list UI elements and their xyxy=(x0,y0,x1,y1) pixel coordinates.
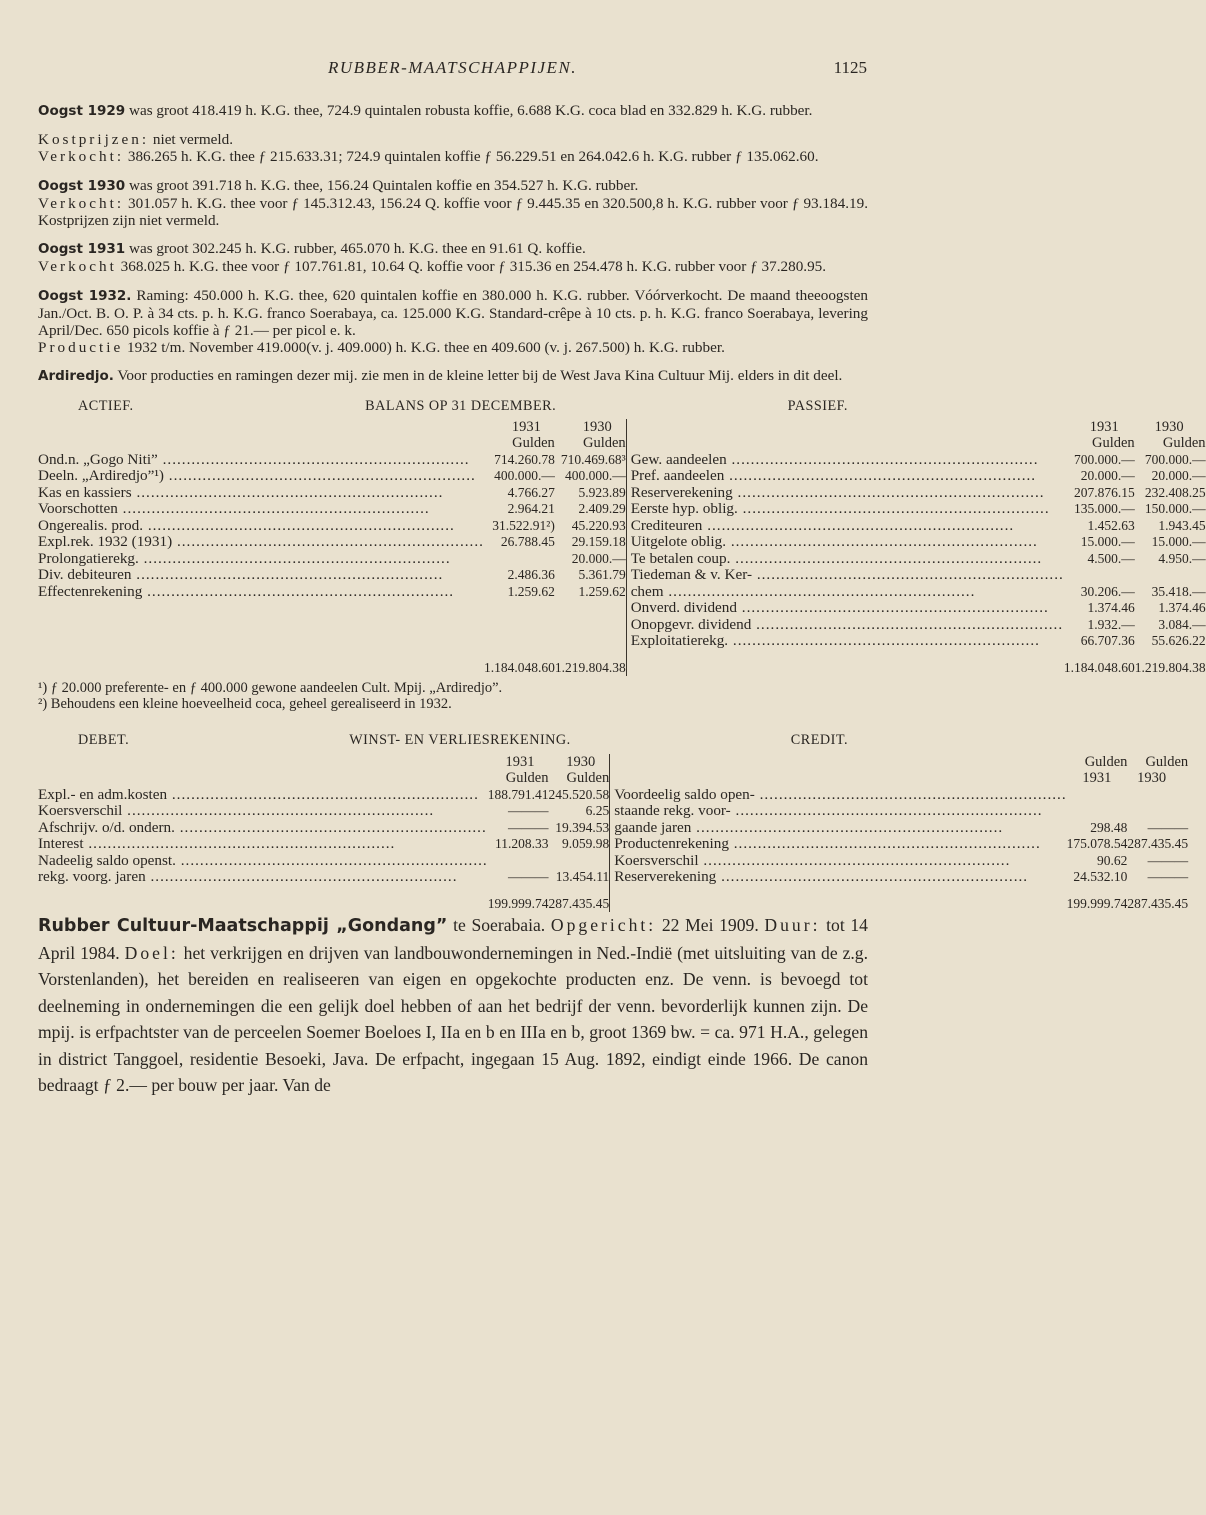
row-label-left: Expl.- en adm.kosten ..... xyxy=(38,787,488,804)
row-label-right: Pref. aandeelen ..... xyxy=(626,468,1064,485)
running-header xyxy=(38,58,867,88)
year-heading: 1931 xyxy=(511,418,541,435)
page-number: 1125 xyxy=(833,58,867,77)
para-ardiredjo xyxy=(38,367,868,385)
para-text: 1932 t/m. November 419.000(v. j. 409.000) h. K.G. thee en 409.600 (v. j. 267.500) h. K.G. rubber. xyxy=(123,339,725,357)
balance-total-row xyxy=(38,650,1206,677)
row-value xyxy=(484,617,555,634)
balance-caption-left: ACTIEF. xyxy=(78,397,134,414)
row-value xyxy=(1064,567,1135,584)
row-label-right: Tiedeman & v. Ker- ..... xyxy=(626,567,1064,584)
para-oogst-1931 xyxy=(38,240,868,258)
para-kostprijzen xyxy=(38,131,868,148)
table-row xyxy=(38,617,1206,634)
para-lead: Oogst 1930 xyxy=(38,177,126,194)
unit-heading: Gulden xyxy=(1084,753,1128,770)
row-value: 29.159.18 xyxy=(571,534,626,550)
row-label-left: Koersverschil ..... xyxy=(38,803,488,820)
row-value: 714.260.78 xyxy=(494,451,555,467)
para-lead: Verkocht: xyxy=(38,148,125,166)
total-value: 287.435.45 xyxy=(548,895,610,911)
row-value: 700.000.— xyxy=(1144,451,1206,467)
row-label-left: Ond.n. „Gogo Niti” ..... xyxy=(38,452,484,469)
para-lead: Verkocht xyxy=(38,258,117,276)
total-value: 199.999.74 xyxy=(1066,895,1128,911)
row-value: 13.454.11 xyxy=(555,869,610,885)
table-row xyxy=(38,551,1206,568)
year-heading: 1931 xyxy=(505,753,535,770)
para-lead: Oogst 1932. xyxy=(38,287,132,304)
row-value: 150.000.— xyxy=(1144,501,1206,517)
table-row xyxy=(38,534,1206,551)
company-place: te Soerabaia. xyxy=(447,915,546,936)
row-value: 35.418.— xyxy=(1151,583,1206,599)
para-verkocht-1931 xyxy=(38,258,868,275)
goal-text: het verkrijgen en drijven van landbouwondernemingen in Ned.-Indië (met uitsluiting van de z.g. Vorstenlanden), het bereiden en realiseeren van eigen en opgekochte producten enz. De venn. is bevoegd tot deelneming in ondernemingen die een gelijk doel hebben of aan het bedrijf der venn. bevorderlijk kunnen zijn. De mpij. is erfpachtster van de perceelen Soemer Boeloes I, IIa en b en IIIa en b, groot 1369 bw. = ca. 971 H.A., gelegen in district Tanggoel, residentie Besoeki, Java. De erfpacht, ingegaan 15 Aug. 1892, eindigt einde 1966. De canon bedraagt ƒ 2.— per bouw per jaar. Van de xyxy=(38,942,868,1096)
row-value: 2.486.36 xyxy=(507,567,555,583)
row-value xyxy=(1127,803,1188,820)
row-value: 188.791.41 xyxy=(487,786,549,802)
row-label-right: Crediteuren ..... xyxy=(626,518,1064,535)
row-label-right: Exploitatierekg. ..... xyxy=(626,633,1064,650)
row-value xyxy=(484,633,555,650)
para-productie xyxy=(38,339,868,356)
row-value: 1.452.63 xyxy=(1087,517,1135,533)
unit-heading: Gulden xyxy=(505,770,549,787)
balance-unit-row xyxy=(38,435,1206,452)
row-label-left xyxy=(38,633,484,650)
para-text: was groot 391.718 h. K.G. thee, 156.24 Quintalen koffie en 354.527 h. K.G. rubber. xyxy=(125,176,639,194)
para-lead: Oogst 1929 xyxy=(38,103,126,119)
para-text: Raming: 450.000 h. K.G. thee, 620 quintalen koffie en 380.000 h. K.G. rubber. Vóórverkocht. De maand theeoogsten Jan./Oct. B. O. P. à 34 cts. p. h. K.G. franco Soerabaya, ca. 125.000 K.G. Standard-crêpe à 10 cts. p. h. K.G. franco Soerabaya, levering April/Dec. 650 picols koffie à ƒ 21.— per picol e. k. xyxy=(38,286,868,340)
total-value: 1.219.804.38 xyxy=(1134,659,1206,675)
row-label-left: Prolongatierekg. ..... xyxy=(38,551,484,568)
row-label-right: Productenrekening ..... xyxy=(610,836,1067,853)
para-oogst-1930 xyxy=(38,177,868,195)
pl-head-row-2 xyxy=(38,770,1188,787)
row-value: 1.374.46 xyxy=(1087,600,1135,616)
row-value: 700.000.— xyxy=(1073,451,1135,467)
duration-value: tot 14 April 1984. xyxy=(38,915,868,963)
row-value: 400.000.— xyxy=(494,468,555,484)
row-label-left: Ongerealis. prod. ..... xyxy=(38,518,484,535)
year-heading: 1930 xyxy=(566,753,596,770)
goal-label: Doel: xyxy=(124,942,179,963)
pl-total-row xyxy=(38,886,1188,913)
row-value xyxy=(1067,803,1128,820)
row-value: 207.876.15 xyxy=(1073,484,1135,500)
table-row xyxy=(38,501,1206,518)
row-value: 2.964.21 xyxy=(507,501,555,517)
row-label-left: Afschrijv. o/d. ondern. ..... xyxy=(38,820,488,837)
para-text: was groot 418.419 h. K.G. thee, 724.9 quintalen robusta koffie, 6.688 K.G. coca blad en 332.829 h. K.G. rubber. xyxy=(125,102,813,119)
table-row xyxy=(38,836,1188,853)
pl-caption xyxy=(38,732,868,749)
para-verkocht-1930 xyxy=(38,195,868,229)
pl-caption-left: DEBET. xyxy=(78,732,130,749)
row-label-left xyxy=(38,617,484,634)
table-row xyxy=(38,869,1188,886)
row-value: 298.48 xyxy=(1090,819,1128,835)
para-text: 301.057 h. K.G. thee voor ƒ 145.312.43, 156.24 Q. koffie voor ƒ 9.445.35 en 320.500,8 h. K.G. rubber voor ƒ 93.184.19. Kostprijzen zijn niet vermeld. xyxy=(38,194,868,230)
para-text: was groot 302.245 h. K.G. rubber, 465.070 h. K.G. thee en 91.61 Q. koffie. xyxy=(125,240,586,258)
row-label-right: Gew. aandeelen ..... xyxy=(626,452,1064,469)
table-row xyxy=(38,452,1206,469)
row-label-right: Te betalen coup. ..... xyxy=(626,551,1064,568)
total-value: 199.999.74 xyxy=(487,895,549,911)
row-value: 245.520.58 xyxy=(548,786,610,802)
year-heading: 1931 xyxy=(1082,770,1112,787)
row-value: ——— xyxy=(1147,852,1189,868)
para-text: niet vermeld. xyxy=(149,131,234,149)
row-value xyxy=(1127,787,1188,804)
row-value: 20.000.— xyxy=(571,550,626,566)
balance-year-row xyxy=(38,419,1206,436)
table-row xyxy=(38,853,1188,870)
row-label-left xyxy=(38,600,484,617)
row-value xyxy=(555,600,626,617)
row-value: ——— xyxy=(507,819,549,835)
row-value: 175.078.54 xyxy=(1066,836,1128,852)
para-oogst-1932 xyxy=(38,287,868,340)
row-value: 9.059.98 xyxy=(561,836,610,852)
row-value: 1.943.45 xyxy=(1158,517,1206,533)
row-value: 4.950.— xyxy=(1158,550,1206,566)
row-label-right: Eerste hyp. oblig. ..... xyxy=(626,501,1064,518)
para-lead: Productie xyxy=(38,339,124,357)
row-label-right: staande rekg. voor- ..... xyxy=(610,803,1067,820)
total-value: 1.184.048.60 xyxy=(1063,659,1135,675)
row-value: 135.000.— xyxy=(1073,501,1135,517)
unit-heading: Gulden xyxy=(1092,435,1135,452)
pl-caption-center: WINST- EN VERLIESREKENING. xyxy=(349,732,571,749)
pl-table xyxy=(38,754,1188,913)
row-value xyxy=(555,633,626,650)
header-title: RUBBER-MAATSCHAPPIJEN. xyxy=(327,58,578,77)
row-label-left: Nadeelig saldo openst. ..... xyxy=(38,853,488,870)
pl-caption-right: CREDIT. xyxy=(790,732,848,749)
row-value: 15.000.— xyxy=(1151,534,1206,550)
footnotes xyxy=(38,680,868,712)
row-value: 20.000.— xyxy=(1080,468,1135,484)
row-value: 66.707.36 xyxy=(1080,633,1135,649)
para-lead: Kostprijzen: xyxy=(38,131,150,149)
row-value: 3.084.— xyxy=(1158,616,1206,632)
row-value: 90.62 xyxy=(1097,852,1128,868)
table-row xyxy=(38,468,1206,485)
row-value xyxy=(1135,567,1206,584)
unit-heading: Gulden xyxy=(583,435,626,452)
total-value: 1.219.804.38 xyxy=(554,659,626,675)
row-value: 19.394.53 xyxy=(555,819,610,835)
balance-table xyxy=(38,419,1206,677)
unit-heading: Gulden xyxy=(566,770,610,787)
row-label-right: chem ..... xyxy=(626,584,1064,601)
row-value: 5.361.79 xyxy=(578,567,626,583)
row-value: 1.259.62 xyxy=(507,583,555,599)
table-row xyxy=(38,820,1188,837)
row-label-left: Div. debiteuren ..... xyxy=(38,567,484,584)
row-value xyxy=(1067,787,1128,804)
row-value xyxy=(548,853,609,870)
row-value: 26.788.45 xyxy=(500,534,555,550)
year-heading: 1930 xyxy=(582,418,612,435)
row-value: 1.259.62 xyxy=(578,583,626,599)
row-value: ——— xyxy=(507,869,549,885)
table-row xyxy=(38,787,1188,804)
para-text: 386.265 h. K.G. thee ƒ 215.633.31; 724.9 quintalen koffie ƒ 56.229.51 en 264.042.6 h. K.G. rubber ƒ 135.062.60. xyxy=(124,148,819,166)
row-value: ——— xyxy=(507,803,549,819)
founded-value: 22 Mei 1909. xyxy=(656,915,765,936)
row-label-left: Voorschotten ..... xyxy=(38,501,484,518)
row-value: 2.409.29 xyxy=(578,501,626,517)
row-label-right: Reserverekening ..... xyxy=(626,485,1064,502)
row-label-right: Onopgevr. dividend ..... xyxy=(626,617,1064,634)
row-label-right: Voordeelig saldo open- ..... xyxy=(610,787,1067,804)
balance-caption-right: PASSIEF. xyxy=(787,397,848,414)
row-value: 4.500.— xyxy=(1087,550,1135,566)
unit-heading: Gulden xyxy=(1145,753,1189,770)
para-lead: Oogst 1931 xyxy=(38,241,126,258)
para-lead: Verkocht: xyxy=(38,194,125,212)
row-value: 287.435.45 xyxy=(1127,836,1189,852)
row-label-left: Deeln. „Ardiredjo”¹) ..... xyxy=(38,468,484,485)
duration-label: Duur: xyxy=(764,915,821,936)
row-value: 24.532.10 xyxy=(1073,869,1128,885)
row-label-right: gaande jaren ..... xyxy=(610,820,1067,837)
row-value: 400.000.— xyxy=(564,468,626,484)
total-value: 1.184.048.60 xyxy=(483,659,555,675)
row-value xyxy=(484,600,555,617)
table-row xyxy=(38,803,1188,820)
table-row xyxy=(38,567,1206,584)
row-label-left: rekg. voorg. jaren ..... xyxy=(38,869,488,886)
table-row xyxy=(38,600,1206,617)
row-label-left: Kas en kassiers ..... xyxy=(38,485,484,502)
company-name: Rubber Cultuur-Maatschappij „Gondang” xyxy=(38,916,448,937)
table-row xyxy=(38,485,1206,502)
row-value xyxy=(555,617,626,634)
row-value: 1.932.— xyxy=(1087,616,1135,632)
row-value: 20.000.— xyxy=(1151,468,1206,484)
row-value: 6.25 xyxy=(585,803,610,819)
row-label-left: Expl.rek. 1932 (1931) ..... xyxy=(38,534,484,551)
row-value: 15.000.— xyxy=(1080,534,1135,550)
para-oogst-1929 xyxy=(38,102,868,120)
row-value: 5.923.89 xyxy=(578,484,626,500)
row-value xyxy=(488,853,549,870)
founded-label: Opgericht: xyxy=(550,915,657,936)
row-value: ——— xyxy=(1147,869,1189,885)
year-heading: 1930 xyxy=(1154,418,1184,435)
row-value: 55.626.22 xyxy=(1151,633,1206,649)
row-value: 30.206.— xyxy=(1080,583,1135,599)
balance-caption xyxy=(38,398,868,415)
row-value: 4.766.27 xyxy=(507,484,555,500)
table-row xyxy=(38,633,1206,650)
total-value: 287.435.45 xyxy=(1127,895,1189,911)
row-label-right: Onverd. dividend ..... xyxy=(626,600,1064,617)
row-value: 11.208.33 xyxy=(494,836,549,852)
company-paragraph xyxy=(38,912,868,1099)
unit-heading: Gulden xyxy=(512,435,555,452)
row-value xyxy=(484,551,555,568)
para-text: Voor producties en ramingen dezer mij. zie men in de kleine letter bij de West Java Kina Cultuur Mij. elders in dit deel. xyxy=(113,367,843,385)
row-label-right: Koersverschil ..... xyxy=(610,853,1067,870)
table-row xyxy=(38,584,1206,601)
row-label-right: Uitgelote oblig. ..... xyxy=(626,534,1064,551)
pl-head-row-1 xyxy=(38,754,1188,771)
year-heading: 1931 xyxy=(1089,418,1119,435)
para-verkocht-1929 xyxy=(38,148,868,165)
para-text: 368.025 h. K.G. thee voor ƒ 107.761.81, 10.64 Q. koffie voor ƒ 315.36 en 254.478 h. K.G. rubber voor ƒ 37.280.95. xyxy=(116,258,827,276)
footnote: ²) Behoudens een kleine hoeveelheid coca, geheel gerealiseerd in 1932. xyxy=(38,696,452,713)
row-value: 45.220.93 xyxy=(571,517,626,533)
body-text xyxy=(38,102,1206,1110)
table-row xyxy=(38,518,1206,535)
row-value: 1.374.46 xyxy=(1158,600,1206,616)
row-value: ——— xyxy=(1147,819,1189,835)
row-label-left: Effectenrekening ..... xyxy=(38,584,484,601)
row-value: 31.522.91²) xyxy=(492,517,555,533)
row-label-right: Reserverekening ..... xyxy=(610,869,1067,886)
row-value: 710.469.68³ xyxy=(560,451,626,467)
year-heading: 1930 xyxy=(1137,770,1167,787)
row-label-left: Interest ..... xyxy=(38,836,488,853)
balance-caption-center: BALANS OP 31 DECEMBER. xyxy=(365,397,557,414)
unit-heading: Gulden xyxy=(1162,435,1206,452)
row-value: 232.408.25 xyxy=(1144,484,1206,500)
footnote: ¹) ƒ 20.000 preferente- en ƒ 400.000 gewone aandeelen Cult. Mpij. „Ardiredjo”. xyxy=(38,680,503,697)
para-lead: Ardiredjo. xyxy=(38,368,114,385)
